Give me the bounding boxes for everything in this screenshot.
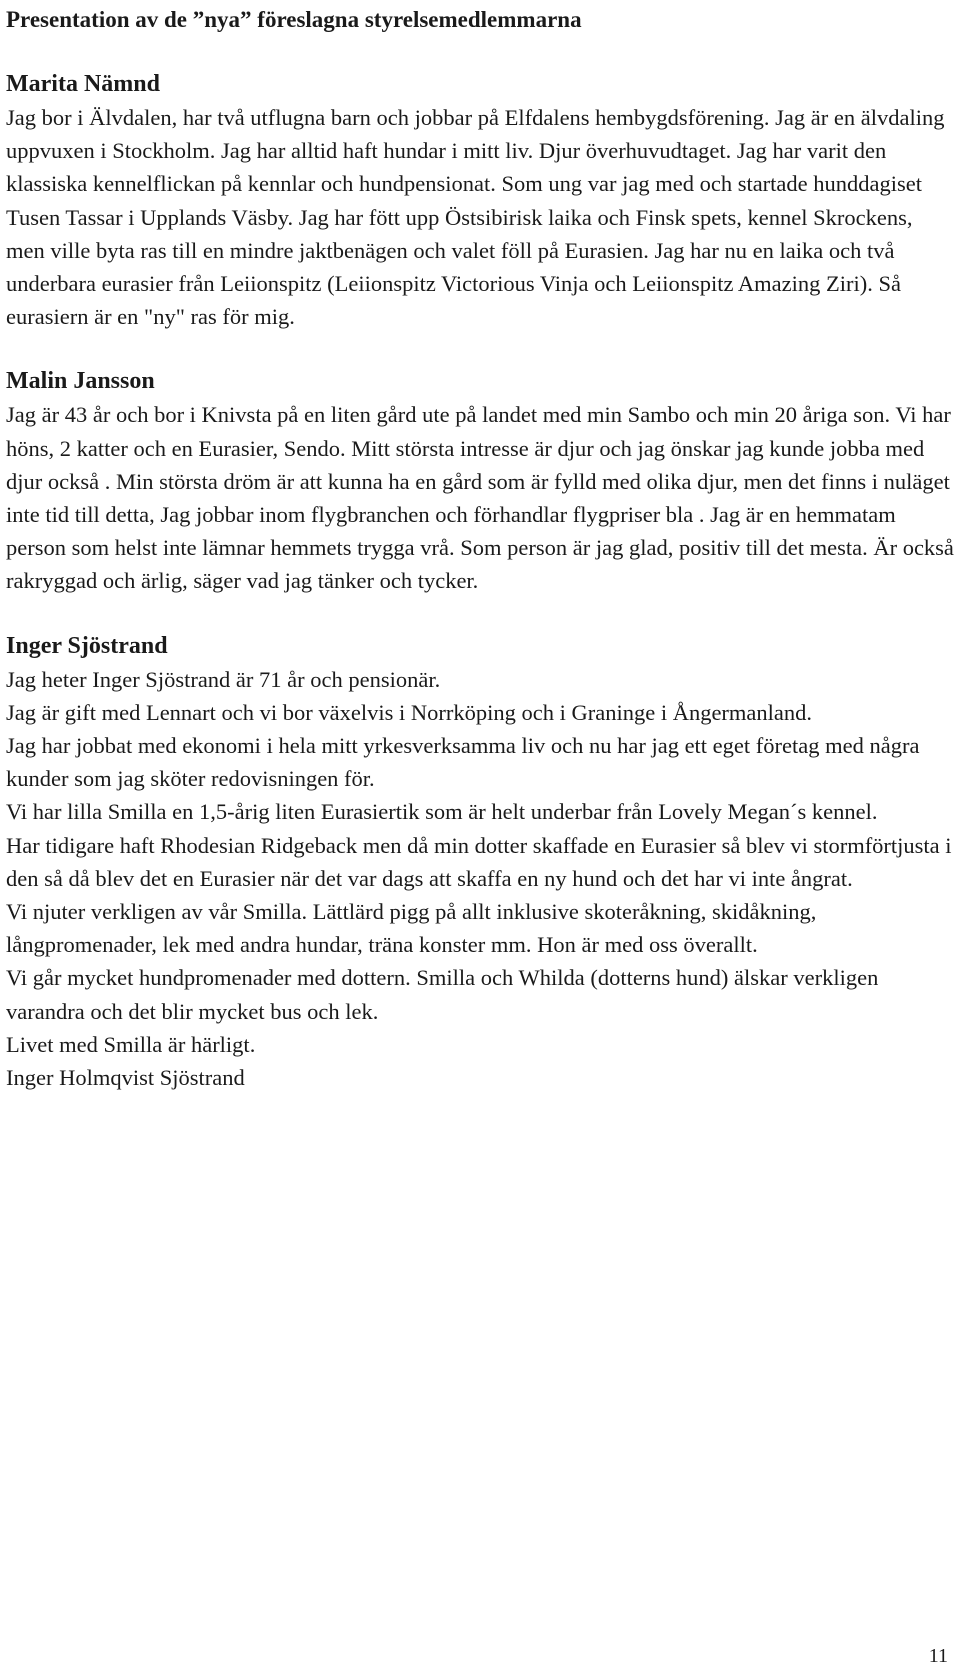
- member-paragraph: Livet med Smilla är härligt.: [6, 1031, 256, 1057]
- member-paragraph: Jag har jobbat med ekonomi i hela mitt yrkesverksamma liv och nu har jag ett eget företag med några kunder som jag sköter redovisningen för.: [6, 733, 920, 792]
- member-paragraph: Vi har lilla Smilla en 1,5-årig liten Eurasiertik som är helt underbar från Lovely Megan´s kennel.: [6, 799, 878, 825]
- member-name: Malin Jansson: [6, 368, 155, 395]
- member-section-marita: [6, 68, 954, 333]
- member-name: Marita Nämnd: [6, 71, 160, 97]
- page-number: 11: [928, 1645, 948, 1667]
- document-title: Presentation av de ”nya” föreslagna styrelsemedlemmarna: [6, 7, 582, 32]
- member-section-malin: [6, 365, 954, 597]
- member-signature: Inger Holmqvist Sjöstrand: [6, 1065, 245, 1091]
- member-name: Inger Sjöstrand: [6, 632, 168, 659]
- member-paragraph: Jag är 43 år och bor i Knivsta på en liten gård ute på landet med min Sambo och min 20 åriga son. Vi har höns, 2 katter och en Eurasier, Sendo. Mitt största intresse är djur och jag önskar jag kunde jobba med djur också . Min största dröm är att kunna ha en gård som är fylld med olika djur, men det finns i nuläget inte tid till detta, Jag jobbar inom flygbranchen och förhandlar flygpriser bla . Jag är en hemmatam person som helst inte lämnar hemmets trygga vrå. Som person är jag glad, positiv till det mesta. Är också rakryggad och ärlig, säger vad jag tänker och tycker.: [6, 402, 954, 594]
- member-paragraph: Jag bor i Älvdalen, har två utflugna barn och jobbar på Elfdalens hembygdsförening. Jag är en älvdaling uppvuxen i Stockholm. Jag har alltid haft hundar i mitt liv. Djur överhuvudtaget. Jag har varit den klassiska kennelflickan på kennlar och hundpensionat. Som ung var jag med och startade hunddagiset Tusen Tassar i Upplands Väsby. Jag har fött upp Östsibirisk laika och Finsk spets, kennel Skrockens, men ville byta ras till en mindre jaktbenägen och valet föll på Eurasien. Jag har nu en laika och två underbara eurasier från Leiionspitz (Leiionspitz Victorious Vinja och Leiionspitz Amazing Ziri). Så eurasiern är en "ny" ras för mig.: [6, 105, 945, 330]
- document-page: [6, 4, 954, 1094]
- member-paragraph: Jag är gift med Lennart och vi bor växelvis i Norrköping och i Graninge i Ångermanland.: [6, 699, 813, 725]
- member-paragraph: Vi går mycket hundpromenader med dottern. Smilla och Whilda (dotterns hund) älskar verkligen varandra och det blir mycket bus och lek.: [6, 965, 879, 1024]
- member-section-inger: [6, 630, 954, 1095]
- member-paragraph: Jag heter Inger Sjöstrand är 71 år och pensionär.: [6, 666, 441, 692]
- member-paragraph: Vi njuter verkligen av vår Smilla. Lättlärd pigg på allt inklusive skoteråkning, skidåkning, långpromenader, lek med andra hundar, träna konster mm. Hon är med oss överallt.: [6, 899, 817, 958]
- member-paragraph: Har tidigare haft Rhodesian Ridgeback men då min dotter skaffade en Eurasier så blev vi stormförtjusta i den så då blev det en Eurasier när det var dags att skaffa en ny hund och det har vi inte ångrat.: [6, 832, 952, 891]
